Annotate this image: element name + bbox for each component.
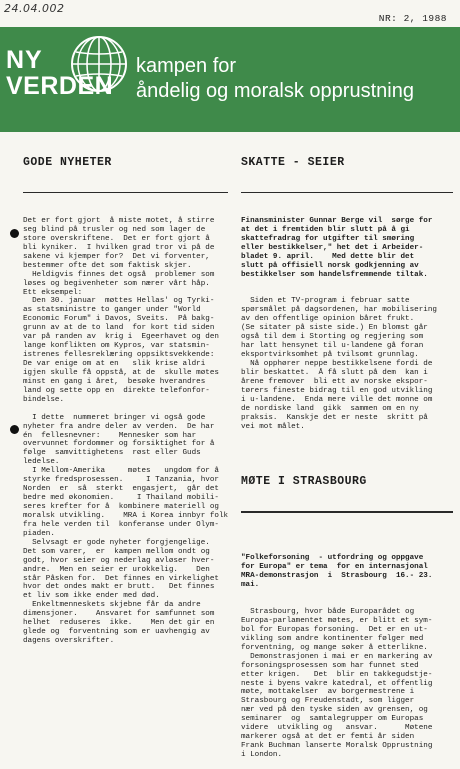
text-line: MRA-demonstrasjon i Strasbourg 16.- 23. xyxy=(241,572,433,581)
text-line: skattefradrag for utgifter til smøring xyxy=(241,234,415,243)
text-line: Economic Forum" i Davos, Sveits. På bakg- xyxy=(23,315,215,324)
text-line: piaden. xyxy=(23,529,55,538)
left-column xyxy=(23,138,228,655)
text-line: står Påsken for. Det finnes en virkelighet xyxy=(23,574,219,583)
text-line: nær ved på den tyske siden av grensen, og xyxy=(241,706,428,715)
text-line: dagens overskrifter. xyxy=(23,637,115,646)
punch-hole xyxy=(10,425,19,434)
text-line: istrenes fellesreklæring oppsiktsvekkende: xyxy=(23,351,215,360)
text-line: seg blind på trusler og ned som lager de xyxy=(23,225,206,234)
right-article-2-body xyxy=(241,608,453,760)
text-line: bli kyniker. I hvilken grad tror vi på de xyxy=(23,243,215,252)
text-line: har latt hensynet til u-landene gå foran xyxy=(241,342,424,351)
text-line: Selvsagt er gode nyheter forgjengelige. xyxy=(23,538,210,547)
text-line: seres krefter for å kombinere materiell og xyxy=(23,503,219,512)
right-article-1-heading: SKATTE - SEIER xyxy=(241,155,345,169)
left-article-heading: GODE NYHETER xyxy=(23,155,112,169)
text-line: Demonstrasjonen i mai er en markering av xyxy=(241,652,433,661)
text-line: Det er fort gjort å miste motet, å stirre xyxy=(23,217,215,226)
text-line: årene fremover bli ett av norske ekspor- xyxy=(241,377,428,386)
text-line: Europa-parlamentet møtes, er blitt et sym- xyxy=(241,616,433,625)
text-line: bestikkelser som handelsfremmende tiltak. xyxy=(241,270,428,279)
text-line: godt, hvor seier og nederlag avløser hver- xyxy=(23,556,215,565)
text-line: grunn av at de to land for kort tid siden xyxy=(23,324,215,333)
text-line: moralsk utvikling. MRA i Korea innbyr folk xyxy=(23,511,229,520)
text-line: helhet reduseres ikke. Men det gir en xyxy=(23,619,215,628)
text-line: at det i fremtiden blir slutt på å gi xyxy=(241,225,410,234)
text-line: Nå opphører neppe bestikkelsene fordi de xyxy=(241,360,433,369)
globe-icon xyxy=(67,32,131,96)
text-line: de nordiske land gikk sammen om en ny xyxy=(241,404,419,413)
text-line: Norden er så sterkt engasjert, går det xyxy=(23,485,219,494)
text-line: dimensjoner. Ansvaret for samfunnet som xyxy=(23,610,215,619)
text-line: etter krigen. Det blir en takkegudstje- xyxy=(241,670,433,679)
text-line: også til dem i Storting og regjering som xyxy=(241,333,424,342)
text-line: Heldigvis finnes det også problemer som xyxy=(23,270,215,279)
logo-line2: VERDEN xyxy=(6,72,114,100)
text-line: overvunnet fordommer og forsiktighet for å xyxy=(23,440,215,449)
right-article-2-lead xyxy=(241,554,453,590)
text-line: følge samvittighetens røst eller Guds xyxy=(23,449,201,458)
text-line: av den offentlige opinion båret frukt. xyxy=(241,315,415,324)
text-line xyxy=(23,405,228,414)
text-line: Siden et TV-program i februar satte xyxy=(241,297,410,306)
text-line: fra hele verden til konferanse under Olym- xyxy=(23,520,219,529)
text-line: bindelse. xyxy=(23,395,65,404)
text-line: Frank Buchman lanserte Moralsk Opprustning xyxy=(241,742,433,751)
right-article-2-heading: MØTE I STRASBOURG xyxy=(241,475,367,489)
text-line: én fellesnevner: Mennesker som har xyxy=(23,431,197,440)
text-line: Strasbourg, hvor både Europarådet og xyxy=(241,608,415,617)
text-line: forventning, og mange søker å etterlikne. xyxy=(241,643,428,652)
text-line: "Folkeforsoning - utfordring og oppgave xyxy=(241,554,424,563)
text-line: Ett eksempel: xyxy=(23,288,83,297)
heading-rule xyxy=(241,192,453,193)
text-line: as statsministre to ganger under "World xyxy=(23,306,201,315)
text-line: bestemmer ofte det som faktisk skjer. xyxy=(23,261,192,270)
text-line: sakene vi kjemper for? Det vi forventer, xyxy=(23,252,210,261)
text-line: vikling som andre kontinenter følger med xyxy=(241,634,424,643)
text-line: vei mot målet. xyxy=(241,422,305,431)
text-line: bladet 9. april. Med dette blir det xyxy=(241,252,415,261)
logo-line1: NY xyxy=(6,46,43,74)
handwritten-date: 24.04.002 xyxy=(4,2,65,15)
tagline-line1: kampen for xyxy=(136,55,237,77)
punch-hole xyxy=(10,229,19,238)
text-line: forsoningsprosessen som har funnet sted xyxy=(241,661,419,670)
text-line: et liv som ikke ender med død. xyxy=(23,592,160,601)
text-line: praksis. Kanskje det er neste skritt på xyxy=(241,413,428,422)
text-line: De var enige om at en slik krise aldri xyxy=(23,360,206,369)
text-line: ledelse. xyxy=(23,458,60,467)
text-line: hvor det ondes makt er brutt. Det finnes xyxy=(23,583,215,592)
text-line: glede og forventning som er uavhengig av xyxy=(23,628,210,637)
right-article-1-lead xyxy=(241,217,453,280)
heading-rule xyxy=(241,511,453,512)
text-line: Enkeltmenneskets skjebne får da andre xyxy=(23,601,201,610)
heading-rule xyxy=(23,192,228,193)
text-line: nyheter fra andre deler av verden. De har xyxy=(23,422,215,431)
text-line: Det som varer, er kampen mellom ondt og xyxy=(23,547,210,556)
text-line: Strasbourg og Freudenstadt, som ligger xyxy=(241,697,415,706)
text-line: igjen skulle få oppstå, at de skulle møtes xyxy=(23,368,219,377)
text-line: bedre med økonomien. I Thailand mobili- xyxy=(23,494,219,503)
text-line: tørers fineste bidrag til en god utvikling xyxy=(241,386,433,395)
text-line: Den 30. januar møttes Hellas' og Tyrki- xyxy=(23,297,215,306)
tagline-line2: åndelig og moralsk opprustning xyxy=(136,80,414,102)
text-line: eksportvirksomhet på tvilsomt grunnlag. xyxy=(241,351,419,360)
text-line: spørsmålet på dagsordenen, har mobilisering xyxy=(241,306,437,315)
text-line: I Mellom-Amerika møtes ungdom for å xyxy=(23,467,219,476)
text-line: mai. xyxy=(241,581,260,590)
left-article-body xyxy=(23,217,228,646)
text-line: Finansminister Gunnar Berge vil sørge for xyxy=(241,217,433,226)
text-line: I dette nummeret bringer vi også gode xyxy=(23,413,206,422)
text-line: eller bestikkelser," het det i Arbeider- xyxy=(241,243,424,252)
text-line: neste i byens vakre katedral, et offentlig xyxy=(241,679,433,688)
issue-number: NR: 2, 1988 xyxy=(378,13,447,24)
right-column xyxy=(241,138,453,769)
text-line: (Se sitater på siste side.) En blomst går xyxy=(241,324,428,333)
text-line: styrke fredsprosessen. I Tanzania, hvor xyxy=(23,476,219,485)
text-line: seminarer og samtalegrupper om Europas xyxy=(241,715,424,724)
text-line: minst en gang i året, besøke hverandres xyxy=(23,377,206,386)
text-line: i London. xyxy=(241,751,283,760)
text-line: store overskriftene. Det er fort gjort å xyxy=(23,234,210,243)
text-line: land og sette opp en direkte telefonfor- xyxy=(23,386,210,395)
text-line: bol for Europas forsoning. Det er en ut- xyxy=(241,625,428,634)
right-article-1-body xyxy=(241,297,453,431)
text-line: andre. Men en seier er urokkelig. Den xyxy=(23,565,210,574)
text-line: for Europa" er tema for en internasjonal xyxy=(241,563,428,572)
text-line: løses og begivenheter som nærer vårt håp. xyxy=(23,279,210,288)
text-line: blir beskattet. Å få slutt på dem kan i xyxy=(241,368,428,377)
text-line: lange konflikten om Kypros, var statsmin- xyxy=(23,342,210,351)
text-line: var på randen av krig i Egeerhavet og den xyxy=(23,333,219,342)
text-line: videre utvikling og ansvar. Møtene xyxy=(241,724,433,733)
text-line: møte, mottakelser av borgermestrene i xyxy=(241,688,415,697)
text-line: i u-landene. Enda mere ville det monne om xyxy=(241,395,433,404)
text-line: markerer også at det er femti år siden xyxy=(241,733,415,742)
text-line: slutt på offisiell norsk godkjenning av xyxy=(241,261,419,270)
